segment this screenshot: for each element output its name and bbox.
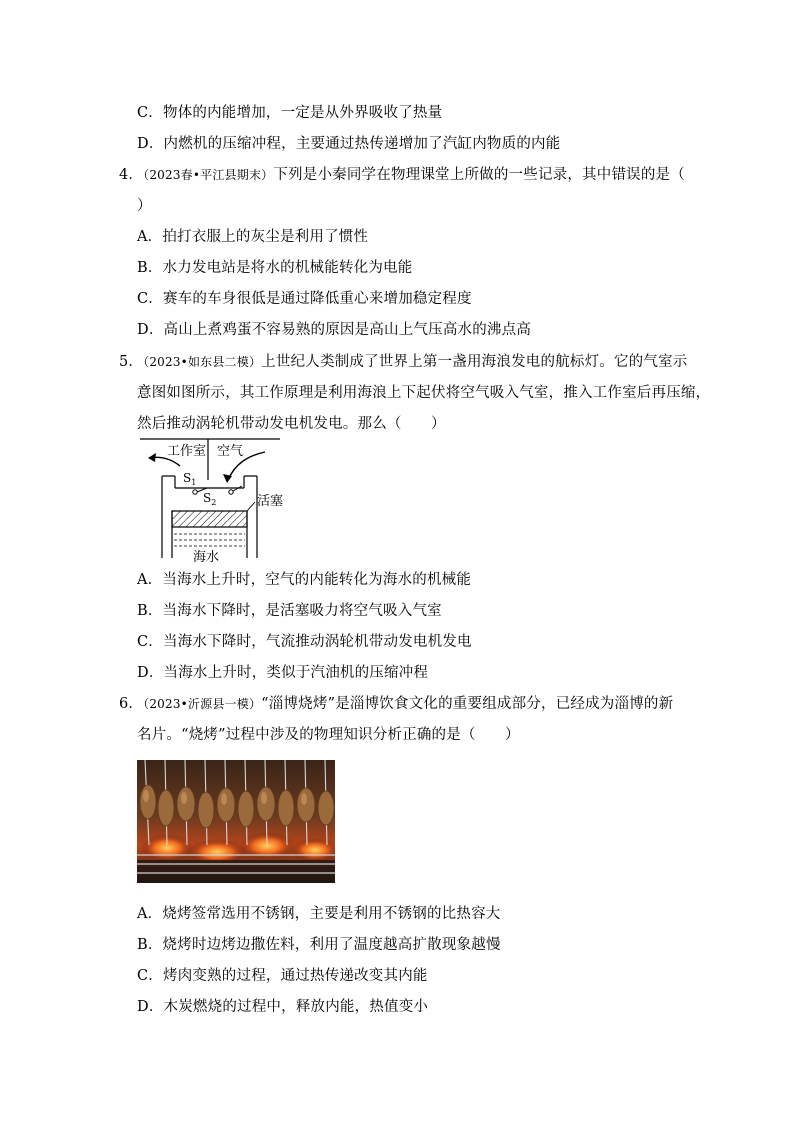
valve-s2-icon — [229, 490, 233, 494]
q4-option-a: A．拍打衣服上的灰尘是利用了惯性 — [137, 229, 369, 245]
q5-stem-text: 上世纪人类制成了世界上第一盏用海浪发电的航标灯。它的气室示 — [261, 354, 688, 370]
q6-stem-line2: 名片。“烧烤”过程中涉及的物理知识分析正确的是（ ） — [137, 727, 520, 743]
q6-source: （2023•沂源县一模） — [143, 697, 262, 711]
q6-number: 6． — [119, 696, 144, 712]
q4-number: 4． — [119, 167, 144, 183]
q6-option-a: A．烧烤签常选用不锈钢，主要是利用不锈钢的比热容大 — [137, 906, 501, 922]
q6-stem-line1 — [119, 694, 673, 714]
valve-s1-icon — [193, 490, 197, 494]
q3-option-d: D．内燃机的压缩冲程，主要通过热传递增加了汽缸内物质的内能 — [137, 136, 561, 152]
q4-option-b: B．水力发电站是将水的机械能转化为电能 — [137, 260, 413, 276]
q5-source: （2023•如东县二模） — [143, 355, 262, 369]
q6-stem-text: “淄博烧烤”是淄博饮食文化的重要组成部分，已经成为淄博的新 — [261, 696, 674, 712]
q5-air-chamber-diagram — [135, 436, 295, 566]
label-air: 空气 — [217, 444, 244, 459]
q4-source: （2023春•平江县期末） — [143, 168, 274, 182]
label-s1: $S_1$ — [183, 471, 197, 487]
q5-option-a: A．当海水上升时，空气的内能转化为海水的机械能 — [137, 572, 472, 588]
sea-water-lines — [174, 534, 245, 546]
q4-stem-line1 — [119, 165, 685, 185]
q5-option-b: B．当海水下降时，是活塞吸力将空气吸入气室 — [137, 603, 442, 619]
q4-stem-line2: ） — [137, 198, 152, 214]
label-piston: 活塞 — [257, 494, 284, 509]
q3-option-c: C．物体的内能增加，一定是从外界吸收了热量 — [137, 105, 443, 121]
q5-number: 5． — [119, 354, 144, 370]
q4-option-c: C．赛车的车身很低是通过降低重心来增加稳定程度 — [137, 291, 472, 307]
q5-stem-line2: 意图如图所示，其工作原理是利用海浪上下起伏将空气吸入气室，推入工作室后再压缩， — [137, 385, 711, 401]
q6-option-b: B．烧烤时边烤边撒佐料，利用了温度越高扩散现象越慢 — [137, 937, 501, 953]
piston — [172, 511, 247, 527]
label-work-room: 工作室 — [167, 444, 207, 459]
q6-barbecue-photo — [137, 760, 335, 883]
q5-option-d: D．当海水上升时，类似于汽油机的压缩冲程 — [137, 665, 429, 681]
label-s2: $S_2$ — [203, 491, 217, 507]
q6-option-c: C．烤肉变熟的过程，通过热传递改变其内能 — [137, 968, 428, 984]
label-sea-water: 海水 — [193, 550, 220, 565]
q5-stem-line3: 然后推动涡轮机带动发电机发电。那么（ ） — [137, 416, 446, 432]
q4-option-d: D．高山上煮鸡蛋不容易熟的原因是高山上气压高水的沸点高 — [137, 322, 532, 338]
q5-option-c: C．当海水下降时，气流推动涡轮机带动发电机发电 — [137, 634, 472, 650]
q4-stem-text: 下列是小秦同学在物理课堂上所做的一些记录，其中错误的是（ — [273, 167, 685, 183]
q5-stem-line1 — [119, 352, 687, 372]
q6-option-d: D．木炭燃烧的过程中，释放内能，热值变小 — [137, 999, 429, 1015]
